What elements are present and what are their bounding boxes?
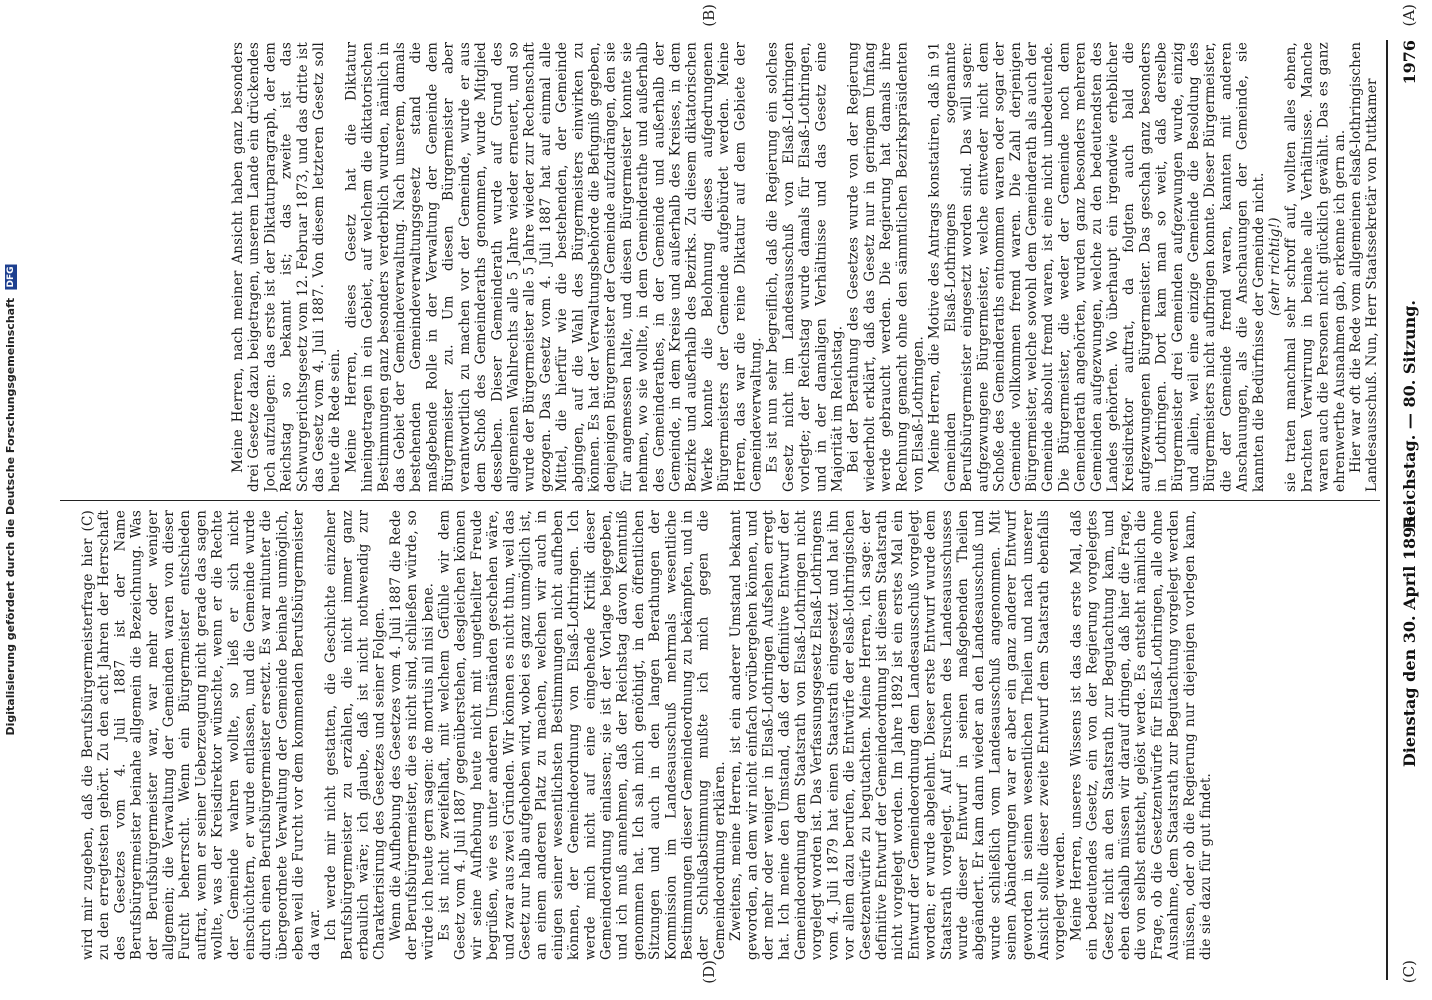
- paragraph: Meine Herren, die Motive des Antrags konstatiren, daß in 91 Gemeinden Elsaß-Lothringens sogenannte Berufsbürgermeister eingesetzt worden sind. Das will sagen: aufgezwungene Bürgermeister, welche entweder nicht dem Schoße des Gemeinderaths entnommen waren oder sogar der Gemeinde vollkommen fremd waren. Die Zahl derjenigen Bürgermeister, welche sowohl dem Gemeinderath als auch der Gemeinde absolut fremd waren, ist eine nicht unbedeutende. Die Bürgermeister, die weder der Gemeinde noch dem Gemeinderath angehörten, wurden ganz besonders mehreren Gemeinden aufgezwungen, welche zu den bedeutendsten des Landes gehörten. Wo überhaupt ein irgendwie erheblicher Kreisdirektor auftrat, da folgten auch bald die aufgezwungenen Bürgermeister. Das geschah ganz besonders in Lothringen. Dort kam man so weit, daß derselbe Bürgermeister drei Gemeinden aufgezwungen wurde, einzig und allein, weil eine einzige Gemeinde die Besoldung des Bürgermeisters nicht aufbringen konnte. Dieser Bürgermeister, die der Gemeinde fremd waren, kannten mit anderen Anschauungen, als die Anschauungen der Gemeinde, sie kannten die Bedürfnisse der Gemeinde nicht.: [926, 42, 1267, 492]
- margin-marker-b: (B): [700, 4, 718, 27]
- paragraph: Meine Herren, unseres Wissens ist das das erste Mal, daß ein bedeutendes Gesetz, ein von der Regierung vorgelegtes Gesetz nicht an den Staatsrath zur Begutachtung kam, und eben deshalb müssen wir darauf dringen, daß hier die Frage, die von selbst entsteht, gelöst werde. Es entsteht nämlich die Frage, ob die Gesetzentwürfe für Elsaß-Lothringen, alle ohne Ausnahme, dem Staatsrath zur Begutachtung vorgelegt werden müssen, oder ob die Regierung nur diejenigen vorlegen kann, die sie dazu für gut findet.: [1068, 510, 1215, 960]
- page-number: 1976: [1400, 40, 1419, 85]
- paragraph: Hier war oft die Rede vom allgemeinen elsaß-lothringischen Landesausschuß. Nun, Herr Staatssekretär von Puttkamer: [1348, 42, 1380, 492]
- page-header-date: Dienstag den 30. April 1895.: [1400, 510, 1419, 768]
- paragraph: Ich werde mir nicht gestatten, die Geschichte einzelner Berufsbürgermeister zu erzählen, die nicht immer ganz erbaulich wäre; ich glaube, daß ist nicht nothwendig zur Charakterisirung des Gesetzes und seiner Folgen.: [323, 510, 388, 960]
- text-column-right: [80, 510, 1380, 960]
- column-divider: [60, 500, 1380, 501]
- paragraph: Wenn die Aufhebung des Gesetzes vom 4. Juli 1887 die Rede der Berufsbürgermeister, die es nicht sind, schließen würde, so würde ich heute gern sagen: de mortuis nil nisi bene.: [387, 510, 437, 960]
- paragraph: Meine Herren, dieses Gesetz hat die Diktatur hineingetragen in ein Gebiet, auf welchem die diktatorischen Bestimmungen ganz besonders verderblich wurden, nämlich in das Gebiet der Gemeindeverwaltung. Nach unserem, damals bestehenden Gemeindeverwaltungsgesetz stand die maßgebende Rolle in der Verwaltung der Gemeinde dem Bürgermeister zu. Um diesen Bürgermeister aber verantwortlich zu machen vor der Gemeinde, wurde er aus dem Schoß des Gemeinderaths genommen, wurde Mitglied desselben. Dieser Gemeinderath wurde auf Grund des allgemeinen Wahlrechts alle 5 Jahre wieder erneuert, und so wurde der Bürgermeister alle 5 Jahre wieder zur Rechenschaft gezogen. Das Gesetz vom 4. Juli 1887 hat auf einmal alle Mittel, die hierfür wie die bestehenden, der Gemeinde abgingen, auf die Wahl des Bürgermeisters einwirken zu können. Es hat der Verwaltungsbehörde die Befugniß gegeben, denjenigen Bürgermeister der Gemeinde aufzudrängen, den sie für angemessen halte, und diesen Bürgermeister konnte sie nehmen, wo sie wollte, in dem Gemeinderathe und außerhalb des Gemeinderathes, in der Gemeinde und außerhalb der Gemeinde, in dem Kreise und außerhalb des Kreises, in dem Bezirke und außerhalb des Bezirks. Zu diesem diktatorischen Werke konnte die Belohnung dieses aufgedrungenen Bürgermeisters der Gemeinde aufgebürdet werden. Meine Herren, das war die reine Diktatur auf dem Gebiete der Gemeindeverwaltung.: [343, 42, 765, 492]
- paragraph: Zweitens, meine Herren, ist ein anderer Umstand bekannt geworden, an dem wir nicht einfach vorübergehen können, und der mehr oder weniger in Elsaß-Lothringen Aufsehen erregt hat. Ich meine den Umstand, daß der definitive Entwurf der Gemeindeordnung dem Staatsrath von Elsaß-Lothringen nicht vorgelegt worden ist. Das Verfassungsgesetz Elsaß-Lothringens vom 4. Juli 1879 hat einen Staatsrath eingesetzt und hat ihn vor allem dazu berufen, die Entwürfe der elsaß-lothringischen Gesetzentwürfe zu begutachten. Meine Herren, ich sage: der definitive Entwurf der Gemeindeordnung ist diesem Staatsrath nicht vorgelegt worden. Im Jahre 1892 ist ein erstes Mal ein Entwurf der Gemeindeordnung dem Landesausschuß vorgelegt worden; er wurde abgelehnt. Dieser erste Entwurf wurde dem Staatsrath vorgelegt. Auf Ersuchen des Landesausschusses wurde dieser Entwurf in seinen maßgebenden Theilen abgeändert. Er kam dann wieder an den Landesausschuß und wurde schließlich vom Landesausschuß angenommen. Mit seinen Abänderungen war er aber ein ganz anderer Entwurf geworden in seinen wesentlichen Theilen und nach unserer Ansicht sollte dieser zweite Entwurf dem Staatsrath ebenfalls vorgelegt werden.: [728, 510, 1069, 960]
- digitization-footer: [0, 0, 20, 1000]
- margin-marker-d: (D): [700, 960, 718, 984]
- margin-marker-c: (C): [1400, 960, 1418, 984]
- margin-marker-a: (A): [1400, 4, 1418, 27]
- digitization-credit: [4, 265, 17, 736]
- digitization-credit-text: Digitalisierung gefördert durch die Deutsche Forschungsgemeinschaft: [3, 297, 17, 736]
- paragraph: Bei der Berathung des Gesetzes wurde von der Regierung wiederholt erklärt, daß das Gesetz nur in geringem Umfang werde gebraucht werden. Die Regierung hat damals ihre Rechnung gemacht ohne den sämmtlichen Bezirkspräsidenten von Elsaß-Lothringen.: [845, 42, 927, 492]
- paragraph: Meine Herren, nach meiner Ansicht haben ganz besonders drei Gesetze dazu beigetragen, unserem Lande ein drückendes Joch aufzulegen: das erste ist der Diktaturparagraph, der dem Reichstag so bekannt ist; das zweite ist das Schwurgerichtsgesetz vom 12. Februar 1873, und das dritte ist das Gesetz vom 4. Juli 1887. Von diesem letzteren Gesetz soll heute die Rede sein.: [230, 42, 344, 492]
- paragraph: wird mir zugeben, daß die Berufsbürgermeisterfrage hier (C) zu den erregtesten gehört. Zu den acht Jahren der Herrschaft des Gesetzes vom 4. Juli 1887 ist der Name Berufsbürgermeister beinahe allgemein die Bezeichnung. Was der Berufsbürgermeister war, war mehr oder weniger allgemein; die Verwaltung der Gemeinden waren von dieser Furcht beherrscht. Wenn ein Bürgermeister entschieden auftrat, wenn er seiner Ueberzeugung nicht gerade das sagen wollte, was der Kreisdirektor wünschte, wenn er die Rechte der Gemeinde wahren wollte, so ließ er sich nicht einschüchtern, er wurde entlassen, und die Gemeinde wurde durch einen Berufsbürgermeister ersetzt. Es war mitunter die übergeordnete Verwaltung der Gemeinde beinahe unmöglich, eben weil die Furcht vor dem kommenden Berufsbürgermeister da war.: [80, 510, 323, 960]
- interjection: (sehr richtig!): [1267, 217, 1283, 317]
- dfg-logo: DFG: [5, 266, 16, 288]
- paragraph: sie traten manchmal sehr schroff auf, wollten alles ebnen, brachten Verwirrung in beinahe alle Verhältnisse. Manche waren auch die Personen nicht glücklich gewählt. Das es ganz ehrenwerthe Ausnahmen gab, erkenne ich gern an.: [1283, 42, 1348, 492]
- text-column-left: [230, 42, 1380, 492]
- page-header-title: Reichstag. — 80. Sitzung.: [1400, 300, 1419, 530]
- paragraph: Es ist nun sehr begreiflich, daß die Regierung ein solches Gesetz nicht im Landesausschuß von Elsaß-Lothringen vorlegte; der Reichstag wurde damals für Elsaß-Lothringen, und in der damaligen Verhältnisse und das Gesetz eine Majorität im Reichstag.: [764, 42, 846, 492]
- paragraph: Es ist nicht zweifelhaft, mit welchem Gefühle wir dem Gesetz vom 4. Juli 1887 gegenüberstehen, desgleichen können wir seine Aufhebung heute nicht mit ungetheilter Freude begrüßen, wie es unter anderen Umständen geschehen wäre, und zwar aus zwei Gründen. Wir können es nicht thun, weil das Gesetz nur halb aufgehoben wird, wobei es ganz unmöglich ist, an einem anderen Platz zu machen, welchen wir auch in einigen seiner wesentlichsten Bestimmungen nicht aufheben können, der Gemeindeordnung von Elsaß-Lothringen. Ich werde mich nicht auf eine eingehende Kritik dieser Gemeindeordnung einlassen; sie ist der Vorlage beigegeben, und ich muß annehmen, daß der Reichstag davon Kenntniß genommen hat. Ich sah mich genöthigt, in den öffentlichen Sitzungen und auch in den langen Berathungen der Kommission im Landesausschuß mehrmals wesentliche Bestimmungen dieser Gemeindeordnung zu bekämpfen, und in der Schlußabstimmung mußte ich mich gegen die Gemeindeordnung erklären.: [436, 510, 728, 960]
- header-rule: [1386, 40, 1388, 980]
